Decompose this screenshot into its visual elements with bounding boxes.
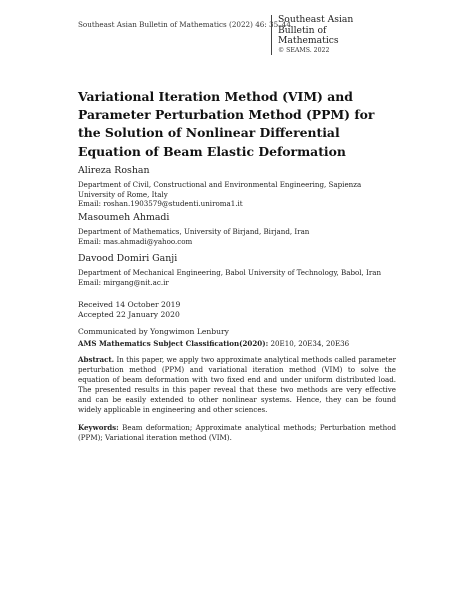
msc-label: AMS Mathematics Subject Classification(2020): xyxy=(78,339,269,348)
journal-name-line-3: Mathematics xyxy=(278,35,339,46)
abstract-label: Abstract. xyxy=(78,355,115,364)
author-email: Email: mirgang@nit.ac.ir xyxy=(78,277,169,287)
author-name: Alireza Roshan xyxy=(78,165,150,176)
keywords-text: Beam deformation; Approximate analytical methods; Perturbation method (PPM); Variational iteration method (VIM). xyxy=(78,423,397,442)
journal-copyright: © SEAMS. 2022 xyxy=(278,46,330,54)
journal-name-line-1: Southeast Asian xyxy=(278,14,354,25)
author-email: Email: mas.ahmadi@yahoo.com xyxy=(78,236,193,246)
author-block-1 xyxy=(78,165,398,209)
author-block-3 xyxy=(78,253,398,287)
author-name: Masoumeh Ahmadi xyxy=(78,212,170,223)
received-date: Received 14 October 2019 xyxy=(78,300,181,309)
msc-codes: 20E10, 20E34, 20E36 xyxy=(270,339,350,348)
journal-box xyxy=(271,15,360,55)
author-affiliation: Department of Mathematics, University of Birjand, Birjand, Iran xyxy=(78,227,310,236)
paper-title: Variational Iteration Method (VIM) and Parameter Perturbation Method (PPM) for the Solution of Nonlinear Differential Equation of Beam Elastic Deformation xyxy=(78,89,375,159)
abstract-text: In this paper, we apply two approximate analytical methods called parameter perturbation method (PPM) and variational iteration method (VIM) to solve the equation of beam deformation with two fixed end and under uniform distributed load. The presented results in this paper reveal that these two methods are very effective and can be easily extended to other nonlinear systems. Hence, they can be found widely applicable in engineering and other sciences. xyxy=(78,355,396,414)
msc-classification xyxy=(78,339,398,348)
keywords-label: Keywords: xyxy=(78,423,119,432)
journal-name-line-2: Bulletin of xyxy=(278,24,327,36)
author-name: Davood Domiri Ganji xyxy=(78,253,178,264)
communicated-by: Communicated by Yongwimon Lenbury xyxy=(78,327,229,336)
abstract xyxy=(78,355,396,414)
keywords xyxy=(78,423,396,443)
running-header: Southeast Asian Bulletin of Mathematics (2022) 46: 35–44 xyxy=(78,20,291,29)
author-email: Email: roshan.1903579@studenti.uniroma1.it xyxy=(78,199,243,209)
dates-block xyxy=(78,300,378,320)
author-block-2 xyxy=(78,212,398,246)
author-affiliation: Department of Civil, Constructional and Environmental Engineering, Sapienza University of Rome, Italy xyxy=(78,180,362,199)
author-affiliation: Department of Mechanical Engineering, Babol University of Technology, Babol, Iran xyxy=(78,268,382,277)
accepted-date: Accepted 22 January 2020 xyxy=(78,310,180,319)
